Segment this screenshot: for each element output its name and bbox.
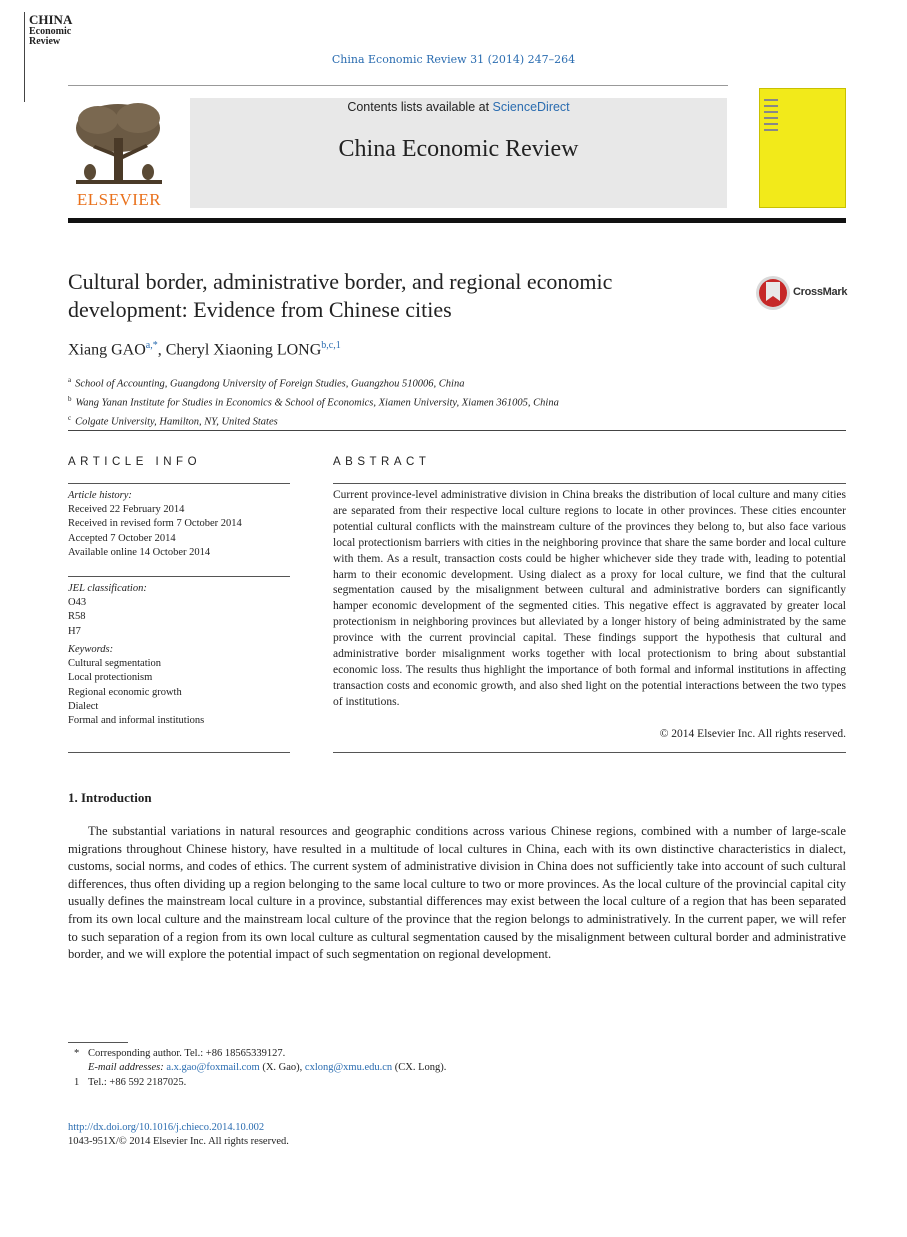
footnote-mark: 1 (74, 1076, 80, 1088)
history-item: Received 22 February 2014 (68, 504, 185, 516)
keyword-item: Local protectionism (68, 672, 153, 684)
jel-code: O43 (68, 597, 87, 609)
cover-decoration (764, 99, 778, 199)
cover-title-line1: CHINA (29, 12, 73, 27)
article-title (68, 268, 728, 324)
crossmark-label[interactable]: CrossMark (793, 286, 848, 298)
history-label: Article history: (68, 490, 132, 501)
affiliation-text: Colgate University, Hamilton, NY, United States (75, 416, 278, 428)
keywords-label: Keywords: (68, 644, 114, 655)
affiliations (68, 373, 559, 430)
history-item: Received in revised form 7 October 2014 (68, 518, 242, 530)
email-label: E-mail addresses: (88, 1062, 164, 1074)
article-history (68, 489, 242, 560)
affiliation-mark: a (68, 376, 72, 384)
footnote-rule (68, 1042, 128, 1043)
article-title-line1: Cultural border, administrative border, and regional economic (68, 269, 613, 294)
cover-title-line2: Economic (29, 26, 72, 37)
journal-cover-thumbnail[interactable] (759, 88, 846, 208)
author-name[interactable]: Cheryl Xiaoning LONG (165, 341, 322, 359)
keyword-item: Regional economic growth (68, 686, 182, 698)
article-title-line2: development: Evidence from Chinese cities (68, 297, 452, 322)
elsevier-wordmark[interactable]: ELSEVIER (76, 190, 162, 209)
affiliation-mark: c (68, 414, 72, 422)
abstract-heading: ABSTRACT (333, 456, 431, 468)
affiliation-row (68, 373, 559, 392)
article-info-heading: ARTICLE INFO (68, 456, 202, 468)
footnote-corresponding (68, 1047, 446, 1061)
footnote-text: Tel.: +86 592 2187025. (88, 1076, 187, 1088)
history-item: Accepted 7 October 2014 (68, 532, 176, 544)
cover-title-line3: Review (29, 36, 61, 47)
keyword-item: Dialect (68, 700, 99, 712)
affiliation-text: School of Accounting, Guangdong University of Foreign Studies, Guangzhou 510006, China (75, 378, 465, 390)
footnote-emails (68, 1061, 446, 1075)
jel-label: JEL classification: (68, 583, 147, 594)
footnote-tel (68, 1076, 446, 1090)
article-info-bottom-rule (68, 752, 290, 753)
cover-title-lines (29, 27, 71, 47)
header-thick-rule (68, 218, 846, 223)
author-list (68, 340, 341, 359)
contents-line (190, 100, 727, 114)
issn-copyright: 1043-951X/© 2014 Elsevier Inc. All rights reserved. (68, 1136, 289, 1147)
author-name[interactable]: Xiang GAO (68, 341, 146, 359)
affiliation-row (68, 411, 559, 430)
affiliation-row (68, 392, 559, 411)
author-affiliation-marker[interactable]: a,* (145, 340, 158, 351)
keyword-item: Cultural segmentation (68, 658, 162, 670)
introduction-paragraph: The substantial variations in natural resources and geographic conditions across various Chinese regions, combined with a number of large-scale migrations throughout Chinese history, have resulted in a multitude of local cultures in China, each with its own distinctive characteristics in dialect, customs, social norms, and codes of ethics. The current system of administrative division in China does not sufficiently take into account of such cultural differences, thus often dividing up a region belonging to the same local culture to two or more provinces. As the local culture of the provincial capital city usually defines the mainstream local culture in a province, substantial differences may exist between the local culture of a region that has been separated from its own local culture and the mainstream local culture of the province that the region belongs to administratively. In the current paper, we will refer to such separation of a region from its own local culture as cultural segmentation caused by the misalignment between cultural border and administrative border, and we will explore the potential impact of such segmentation on regional development. (68, 824, 846, 962)
keywords (68, 643, 204, 728)
email-owner: (CX. Long). (394, 1062, 447, 1074)
top-rule (68, 85, 728, 86)
doi-link[interactable]: http://dx.doi.org/10.1016/j.chieco.2014.10.002 (68, 1122, 265, 1133)
author-affiliation-marker[interactable]: b,c,1 (321, 340, 341, 351)
history-item: Available online 14 October 2014 (68, 546, 211, 558)
introduction-heading: 1. Introduction (68, 790, 152, 805)
jel-code: H7 (68, 625, 81, 637)
email-owner: (X. Gao), (262, 1062, 303, 1074)
sciencedirect-link[interactable]: ScienceDirect (492, 100, 570, 114)
affiliation-text: Wang Yanan Institute for Studies in Economics & School of Economics, Xiamen University, Xiamen 361005, China (75, 397, 559, 409)
jel-classification (68, 582, 147, 639)
abstract-bottom-rule (333, 752, 846, 753)
email-link[interactable]: a.x.gao@foxmail.com (166, 1062, 260, 1074)
journal-title[interactable]: China Economic Review (338, 136, 579, 162)
jel-code: R58 (68, 611, 86, 623)
crossmark-icon[interactable] (755, 275, 795, 311)
email-link[interactable]: cxlong@xmu.edu.cn (304, 1062, 393, 1074)
footnote-mark: * (74, 1048, 80, 1059)
abstract-rule (333, 483, 846, 484)
footnotes (68, 1047, 446, 1090)
article-info-rule (68, 576, 290, 577)
section-divider (68, 430, 846, 431)
affiliation-mark: b (68, 395, 72, 403)
footnote-text: Corresponding author. Tel.: +86 18565339127. (88, 1048, 286, 1059)
keyword-item: Formal and informal institutions (68, 715, 205, 727)
author-separator: , (157, 341, 166, 359)
abstract-text: Current province-level administrative division in China breaks the distribution of local culture and many cities are separated from their respective local culture regions to locate in other provinces. These cities encounter potential cultural conflicts with the mainstream culture of the provinces they belong to, but also face various local protectionism barriers with cities in the neighboring province that share the same border and local culture with them. As a result, transaction costs could be higher whichever side they trade with, leading to potential harm to their economic development. Using dialect as a proxy for local culture, we find that the cultural segmentation caused by the misalignment between cultural and administrative borders can significantly hamper economic development of the segmented cities. This negative effect is aggravated by greater local protectionism in neighboring provinces but alleviated by a longer history of being administrated by the same province with the current provincial capital. These findings support the hypothesis that cultural and administrative border misalignment works together with local protectionism to bring about substantial economic loss. The results thus highlight the importance of both formal and informal institutions in affecting transaction costs and economic growth, and also shed light on the potential interactions between the two types of institutions. (333, 489, 846, 708)
article-info-rule (68, 483, 290, 484)
journal-reference[interactable]: China Economic Review 31 (2014) 247–264 (331, 53, 576, 66)
contents-prefix: Contents lists available at (347, 100, 490, 114)
abstract-copyright: © 2014 Elsevier Inc. All rights reserved. (659, 728, 846, 740)
